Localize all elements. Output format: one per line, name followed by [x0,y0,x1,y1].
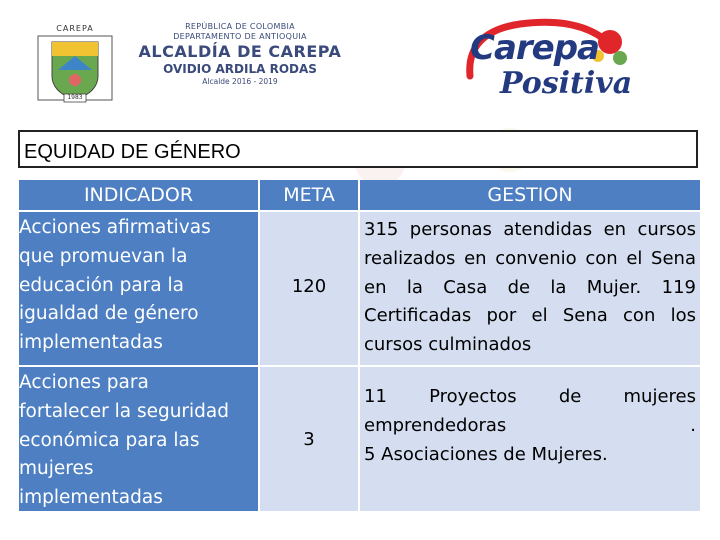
row2-indicator-line: mujeres [19,458,94,480]
gov-republic: REPÚBLICA DE COLOMBIA [185,22,295,31]
row1-gestion-line: realizados en convenio con el Sena [364,247,696,269]
row1-gestion-line: en la Casa de la Mujer. 119 [364,276,696,298]
gov-mayoralty: ALCALDÍA DE CAREPA [138,42,342,61]
row1-indicator-line: educación para la [19,274,184,296]
row1-indicator-line: igualdad de género [19,303,199,325]
header-meta: META [260,180,358,210]
row2-indicator-line: económica para las [19,429,200,451]
gov-mayor-name: OVIDIO ARDILA RODAS [163,62,317,76]
header-indicator: INDICADOR [19,180,258,210]
row1-meta [260,212,358,365]
row1-gestion [360,212,700,365]
row2-gestion-line2 [364,412,696,441]
row2-meta [260,367,358,511]
government-header [130,22,350,87]
row2-gestion-word: emprendedoras [364,414,507,436]
section-title-bar [18,130,698,168]
brand-word-positiva: Positiva [500,66,633,101]
row1-gestion-line: Certificadas por el Sena con los [364,305,696,327]
row1-gestion-line: cursos culminados [364,334,532,356]
row2-gestion-word: . [690,414,696,436]
row1-indicator [19,212,258,365]
row2-indicator-line: fortalecer la seguridad [19,400,230,422]
row1-gestion-line: 315 personas atendidas en cursos [364,219,696,240]
crest-title: CAREPA [56,24,94,33]
header-gestion: GESTION [360,180,700,210]
row2-indicator-line: Acciones para [19,372,149,393]
row2-indicator [19,367,258,511]
row2-gestion-line3: 5 Asociaciones de Mujeres. [364,443,608,465]
row1-indicator-line: implementadas [19,332,163,354]
section-title: EQUIDAD DE GÉNERO [24,141,241,163]
coat-of-arms-logo [36,26,114,108]
brand-word-carepa: Carepa [470,28,600,68]
gov-mayor-term: Alcalde 2016 - 2019 [202,77,278,86]
row2-gestion-word: mujeres [623,386,696,407]
row2-gestion-line1 [364,383,696,412]
gov-department: DEPARTAMENTO DE ANTIOQUIA [173,32,307,41]
row2-gestion-word: Proyectos [429,386,517,407]
carepa-positiva-logo [460,14,640,114]
row1-indicator-line: Acciones afirmativas [19,217,211,238]
row2-gestion [360,367,700,511]
row2-gestion-word: de [558,386,582,407]
row1-meta-value: 120 [291,276,327,297]
row2-indicator-line: implementadas [19,487,163,509]
row2-meta-value: 3 [303,429,315,450]
crest-year: 1983 [67,94,83,101]
row1-indicator-line: que promuevan la [19,245,188,267]
row2-gestion-word: 11 [364,386,387,407]
